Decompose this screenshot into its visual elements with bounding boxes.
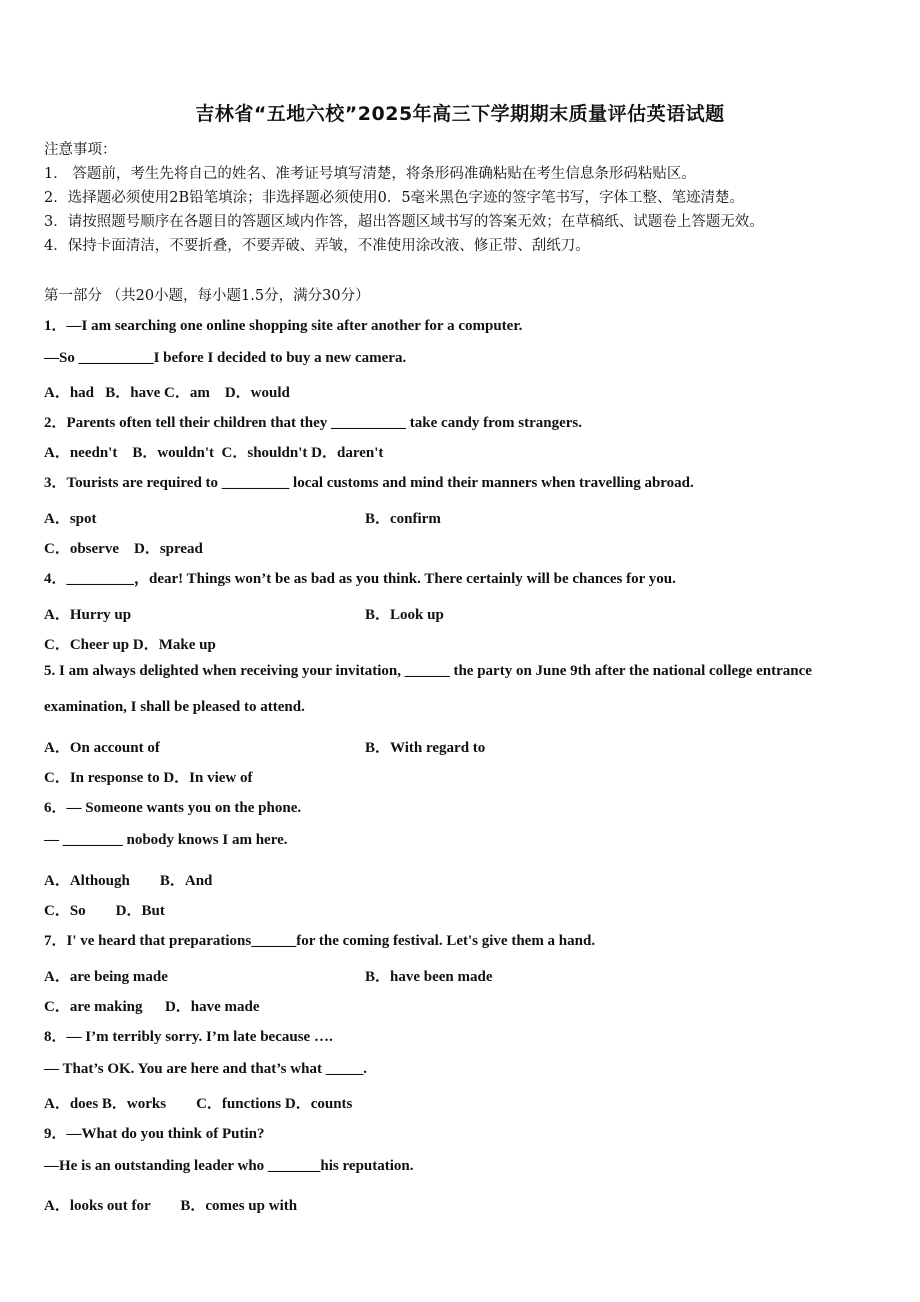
q3-option-b: B．confirm bbox=[365, 511, 441, 527]
q9-options: A．looks out for B．comes up with bbox=[44, 1198, 298, 1214]
notice-item-1: 1． 答题前，考生先将自己的姓名、准考证号填写清楚，将条形码准确粘贴在考生信息条形码粘贴区。 bbox=[44, 166, 696, 182]
q3-option-a: A．spot bbox=[44, 511, 97, 527]
q4-stem: 4．_________，dear! Things won’t be as bad as you think. There certainly will be chances for you. bbox=[44, 571, 676, 587]
q7-option-b: B．have been made bbox=[365, 969, 493, 985]
q7-option-cd: C．are making D．have made bbox=[44, 999, 260, 1015]
q5-option-cd: C．In response to D．In view of bbox=[44, 770, 253, 786]
q2-options: A．needn't B．wouldn't C．shouldn't D．daren't bbox=[44, 445, 384, 461]
q6-stem: 6．— Someone wants you on the phone. bbox=[44, 800, 302, 816]
notice-item-3: 3．请按照题号顺序在各题目的答题区域内作答，超出答题区域书写的答案无效；在草稿纸、试题卷上答题无效。 bbox=[44, 214, 764, 230]
q1-stem: 1．—I am searching one online shopping site after another for a computer. bbox=[44, 318, 523, 334]
q5-stem-cont: examination, I shall be pleased to attend. bbox=[44, 699, 305, 715]
q9-stem: 9．—What do you think of Putin? bbox=[44, 1126, 265, 1142]
q4-option-b: B．Look up bbox=[365, 607, 444, 623]
q7-option-a: A．are being made bbox=[44, 969, 168, 985]
notice-item-2: 2．选择题必须使用2B铅笔填涂；非选择题必须使用0．5毫米黑色字迹的签字笔书写，字体工整、笔迹清楚。 bbox=[44, 190, 745, 206]
q2-stem: 2．Parents often tell their children that they __________ take candy from strangers. bbox=[44, 415, 583, 431]
notice-heading: 注意事项： bbox=[44, 142, 117, 158]
q3-option-cd: C．observe D．spread bbox=[44, 541, 203, 557]
q8-options: A．does B．works C．functions D．counts bbox=[44, 1096, 353, 1112]
q1-reply: —So __________I before I decided to buy a new camera. bbox=[44, 350, 407, 366]
q6-reply: — ________ nobody knows I am here. bbox=[44, 832, 288, 848]
q6-option-cd: C．So D．But bbox=[44, 903, 165, 919]
q7-stem: 7．I' ve heard that preparations______for the coming festival. Let's give them a hand. bbox=[44, 933, 596, 949]
q9-reply: —He is an outstanding leader who _______his reputation. bbox=[44, 1158, 414, 1174]
q5-option-a: A．On account of bbox=[44, 740, 160, 756]
notice-item-4: 4．保持卡面清洁，不要折叠，不要弄破、弄皱，不准使用涂改液、修正带、刮纸刀。 bbox=[44, 238, 590, 254]
q6-option-ab: A．Although B．And bbox=[44, 873, 213, 889]
q5-option-b: B．With regard to bbox=[365, 740, 486, 756]
q3-stem: 3．Tourists are required to _________ local customs and mind their manners when travelling abroad. bbox=[44, 475, 694, 491]
q4-option-cd: C．Cheer up D．Make up bbox=[44, 637, 216, 653]
q4-option-a: A．Hurry up bbox=[44, 607, 132, 623]
q1-options: A．had B．have C．am D．would bbox=[44, 385, 290, 401]
q8-reply: — That’s OK. You are here and that’s what _____. bbox=[44, 1061, 367, 1077]
section-heading: 第一部分 （共20小题，每小题1.5分，满分30分） bbox=[44, 288, 370, 304]
q5-stem: 5. I am always delighted when receiving your invitation, ______ the party on June 9th after the national college entrance bbox=[44, 663, 812, 679]
q8-stem: 8．— I’m terribly sorry. I’m late because …. bbox=[44, 1029, 333, 1045]
page-title: 吉林省“五地六校”2025年高三下学期期末质量评估英语试题 bbox=[195, 103, 725, 125]
